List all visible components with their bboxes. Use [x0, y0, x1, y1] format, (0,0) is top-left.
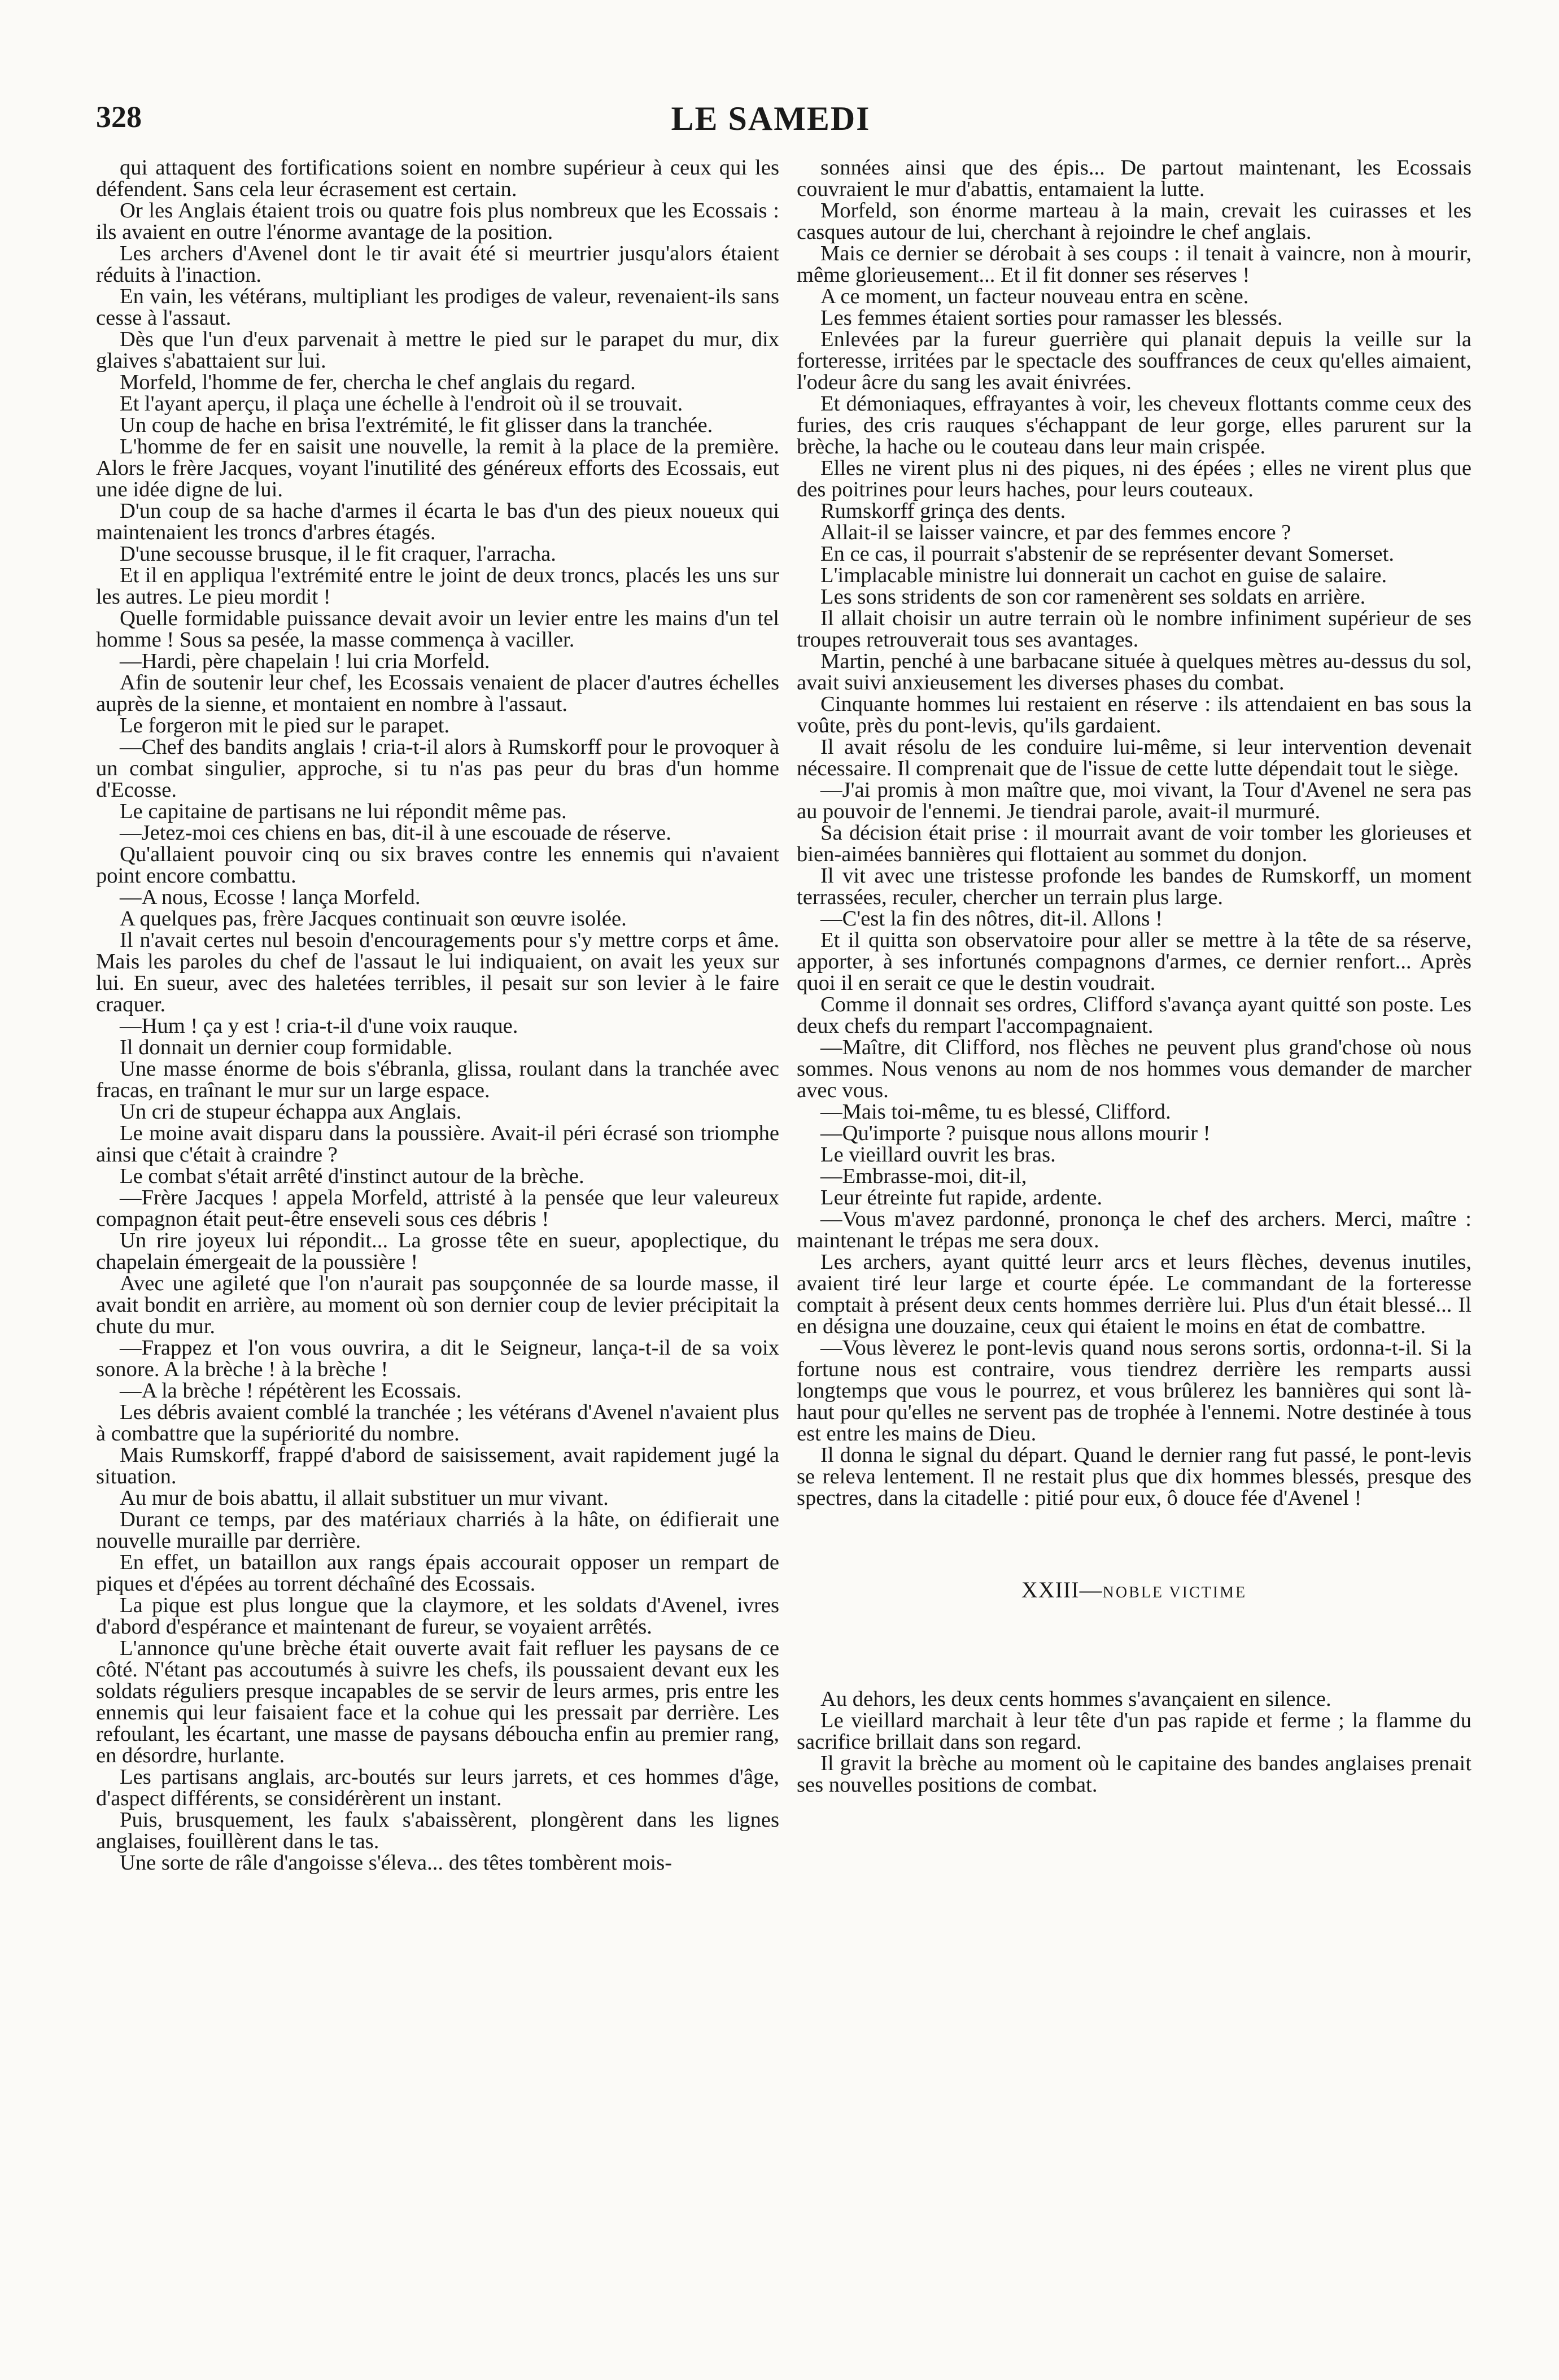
paragraph: Il avait résolu de les conduire lui-même, si leur intervention devenait nécessaire. Il comprenait que de l'issue de cette lutte dépendait tout le siège. [797, 735, 1471, 780]
chapter-number: XXIII— [1021, 1577, 1103, 1602]
paragraph: Une masse énorme de bois s'ébranla, glissa, roulant dans la tranchée avec fracas, en traînant le mur sur un large espace. [96, 1057, 779, 1102]
paragraph: Un cri de stupeur échappa aux Anglais. [120, 1100, 462, 1124]
paragraph: —J'ai promis à mon maître que, moi vivant, la Tour d'Avenel ne sera pas au pouvoir de l'ennemi. Je tiendrai parole, avait-il murmuré. [797, 778, 1471, 823]
paragraph: A quelques pas, frère Jacques continuait son œuvre isolée. [120, 907, 627, 931]
paragraph: L'annonce qu'une brèche était ouverte avait fait refluer les paysans de ce côté. N'étant pas accoutumés à suivre les chefs, ils poussaient devant eux les soldats réguliers presque incapables de se servir de leurs armes, pris entre les ennemis qui leur faisaient face et la cohue qui les pressait par derrière. Les refoulant, les écartant, une masse de paysans déboucha enfin au premier rang, en désordre, hurlante. [96, 1636, 779, 1767]
chapter-text [797, 1688, 1471, 1796]
paragraph: Et il quitta son observatoire pour aller se mettre à la tête de sa réserve, apporter, à ses infortunés compagnons d'armes, ce dernier renfort... Après quoi il en serait ce que le destin voudrait. [797, 928, 1471, 995]
paragraph: Allait-il se laisser vaincre, et par des femmes encore ? [820, 521, 1291, 544]
paragraph: En effet, un bataillon aux rangs épais accourait opposer un rempart de piques et d'épées au torrent déchaîné des Ecossais. [96, 1551, 779, 1596]
paragraph: L'implacable ministre lui donnerait un cachot en guise de salaire. [820, 564, 1387, 587]
chapter-heading [797, 1579, 1471, 1604]
page-number: 328 [96, 100, 142, 134]
paragraph: Un rire joyeux lui répondit... La grosse tête en sueur, apoplectique, du chapelain émergeait de la poussière ! [96, 1229, 779, 1274]
paragraph: —Vous lèverez le pont-levis quand nous serons sortis, ordonna-t-il. Si la fortune nous est contraire, vous tiendrez derrière les remparts aussi longtemps que vous le pourrez, et vous brûlerez les bannières qui sont là-haut pour qu'elles ne servent pas de trophée à l'ennemi. Notre destinée à tous est entre les mains de Dieu. [797, 1336, 1471, 1446]
right-column-text [797, 157, 1471, 1509]
paragraph: Leur étreinte fut rapide, ardente. [820, 1186, 1103, 1209]
paragraph: Mais ce dernier se dérobait à ses coups : il tenait à vaincre, non à mourir, même glorieusement... Et il fit donner ses réserves ! [797, 242, 1471, 287]
right-column [797, 157, 1471, 1796]
paragraph: Le moine avait disparu dans la poussière. Avait-il péri écrasé son triomphe ainsi que c'était à craindre ? [96, 1121, 779, 1167]
paragraph: Puis, brusquement, les faulx s'abaissèrent, plongèrent dans les lignes anglaises, fouillèrent dans le tas. [96, 1808, 779, 1853]
paragraph: Il donna le signal du départ. Quand le dernier rang fut passé, le pont-levis se releva lentement. Il ne restait plus que dix hommes blessés, presque des spectres, dans la citadelle : pitié pour eux, ô douce fée d'Avenel ! [797, 1443, 1471, 1510]
paragraph: Il n'avait certes nul besoin d'encouragements pour s'y mettre corps et âme. Mais les paroles du chef de l'assaut le lui indiquaient, on avait les yeux sur lui. En sueur, avec des haletées terribles, il pesait sur son levier à le faire craquer. [96, 928, 779, 1016]
paragraph: Il donnait un dernier coup formidable. [120, 1036, 453, 1059]
paragraph: —C'est la fin des nôtres, dit-il. Allons ! [820, 907, 1163, 931]
paragraph: Un coup de hache en brisa l'extrémité, le fit glisser dans la tranchée. [120, 413, 713, 437]
paragraph: Le combat s'était arrêté d'instinct autour de la brèche. [120, 1164, 584, 1188]
paragraph: Le capitaine de partisans ne lui répondit même pas. [120, 800, 567, 823]
paragraph: —Maître, dit Clifford, nos flèches ne peuvent plus grand'chose où nous sommes. Nous venons au nom de nos hommes vous demander de marcher avec vous. [797, 1036, 1471, 1102]
paragraph: En ce cas, il pourrait s'abstenir de se représenter devant Somerset. [820, 542, 1395, 566]
paragraph: Les sons stridents de son cor ramenèrent ses soldats en arrière. [820, 585, 1366, 609]
paragraph: —Frère Jacques ! appela Morfeld, attristé à la pensée que leur valeureux compagnon était peut-être enseveli sous ces débris ! [96, 1186, 779, 1231]
left-column [96, 157, 779, 1874]
paragraph: —Vous m'avez pardonné, prononça le chef des archers. Merci, maître : maintenant le trépas me sera doux. [797, 1207, 1471, 1252]
paragraph: Les partisans anglais, arc-boutés sur leurs jarrets, et ces hommes d'âge, d'aspect différents, se considérèrent un instant. [96, 1765, 779, 1810]
paragraph: Afin de soutenir leur chef, les Ecossais venaient de placer d'autres échelles auprès de la sienne, et montaient en nombre à l'assaut. [96, 671, 779, 716]
paragraph: —Jetez-moi ces chiens en bas, dit-il à une escouade de réserve. [120, 821, 671, 845]
paragraph: —Mais toi-même, tu es blessé, Clifford. [820, 1100, 1171, 1124]
paragraph: Qu'allaient pouvoir cinq ou six braves contre les ennemis qui n'avaient point encore combattu. [96, 842, 779, 888]
paragraph: Les archers, ayant quitté leurr arcs et leurs flèches, devenus inutiles, avaient tiré leur large et courte épée. Le commandant de la forteresse comptait à présent deux cents hommes derrière lui. Plus d'un était blessé... Il en désigna une douzaine, ceux qui étaient le moins en état de combattre. [797, 1250, 1471, 1338]
paragraph: D'une secousse brusque, il le fit craquer, l'arracha. [120, 542, 556, 566]
paragraph: En vain, les vétérans, multipliant les prodiges de valeur, revenaient-ils sans cesse à l'assaut. [96, 285, 779, 330]
paragraph: —A nous, Ecosse ! lança Morfeld. [120, 885, 421, 909]
paragraph: Au mur de bois abattu, il allait substituer un mur vivant. [120, 1486, 609, 1510]
paragraph: Le vieillard marchait à leur tête d'un pas rapide et ferme ; la flamme du sacrifice brillait dans son regard. [797, 1709, 1471, 1754]
paragraph: —Frappez et l'on vous ouvrira, a dit le Seigneur, lança-t-il de sa voix sonore. A la brèche ! à la brèche ! [96, 1336, 779, 1381]
chapter-title: NOBLE VICTIME [1102, 1584, 1247, 1601]
paragraph: Le forgeron mit le pied sur le parapet. [120, 714, 450, 737]
paragraph: Martin, penché à une barbacane située à quelques mètres au-dessus du sol, avait suivi anxieusement les diverses phases du combat. [797, 649, 1471, 695]
paragraph: —Qu'importe ? puisque nous allons mourir ! [820, 1121, 1211, 1145]
paragraph: D'un coup de sa hache d'armes il écarta le bas d'un des pieux noueux qui maintenaient les troncs d'arbres étagés. [96, 499, 779, 544]
paragraph: L'homme de fer en saisit une nouvelle, la remit à la place de la première. Alors le frère Jacques, voyant l'inutilité des généreux efforts des Ecossais, eut une idée digne de lui. [96, 435, 779, 501]
paragraph: —Hardi, père chapelain ! lui cria Morfeld. [120, 649, 490, 673]
running-title: LE SAMEDI [671, 100, 871, 137]
paragraph: —Embrasse-moi, dit-il, [820, 1164, 1027, 1188]
paragraph: Il gravit la brèche au moment où le capitaine des bandes anglaises prenait ses nouvelles positions de combat. [797, 1752, 1471, 1797]
paragraph: Morfeld, son énorme marteau à la main, crevait les cuirasses et les casques autour de lui, cherchant à rejoindre le chef anglais. [797, 199, 1471, 244]
paragraph: Dès que l'un d'eux parvenait à mettre le pied sur le parapet du mur, dix glaives s'abattaient sur lui. [96, 327, 779, 373]
paragraph: Et démoniaques, effrayantes à voir, les cheveux flottants comme ceux des furies, des cris rauques s'échappant de leur gorge, elles parurent sur la brèche, la hache ou le couteau dans leur main crispée. [797, 392, 1471, 458]
paragraph: Une sorte de râle d'angoisse s'éleva... des têtes tombèrent mois- [120, 1851, 672, 1875]
paragraph: Quelle formidable puissance devait avoir un levier entre les mains d'un tel homme ! Sous sa pesée, la masse commença à vaciller. [96, 606, 779, 652]
paragraph: Cinquante hommes lui restaient en réserve : ils attendaient en bas sous la voûte, près du pont-levis, qu'ils gardaient. [797, 692, 1471, 737]
paragraph: Au dehors, les deux cents hommes s'avançaient en silence. [820, 1687, 1331, 1711]
paragraph: Comme il donnait ses ordres, Clifford s'avança ayant quitté son poste. Les deux chefs du rempart l'accompagnaient. [797, 993, 1471, 1038]
paragraph: qui attaquent des fortifications soient en nombre supérieur à ceux qui les défendent. Sans cela leur écrasement est certain. [96, 156, 779, 201]
paragraph: Avec une agileté que l'on n'aurait pas soupçonnée de sa lourde masse, il avait bondit en arrière, au moment où son dernier coup de levier précipitait la chute du mur. [96, 1272, 779, 1338]
page-header [96, 99, 1446, 145]
paragraph: Les femmes étaient sorties pour ramasser les blessés. [820, 306, 1283, 330]
paragraph: Morfeld, l'homme de fer, chercha le chef anglais du regard. [120, 370, 636, 394]
paragraph: Il allait choisir un autre terrain où le nombre infiniment supérieur de ses troupes retrouverait tous ses avantages. [797, 606, 1471, 652]
paragraph: —A la brèche ! répétèrent les Ecossais. [120, 1379, 462, 1403]
paragraph: Enlevées par la fureur guerrière qui planait depuis la veille sur la forteresse, irritées par le spectacle des souffrances de ceux qu'elles aimaient, l'odeur âcre du sang les avait énivrées. [797, 327, 1471, 394]
paragraph: Rumskorff grinça des dents. [820, 499, 1066, 523]
paragraph: Elles ne virent plus ni des piques, ni des épées ; elles ne virent plus que des poitrines pour leurs haches, pour leurs couteaux. [797, 456, 1471, 501]
paragraph: —Hum ! ça y est ! cria-t-il d'une voix rauque. [120, 1014, 518, 1038]
paragraph: sonnées ainsi que des épis... De partout maintenant, les Ecossais couvraient le mur d'abattis, entamaient la lutte. [797, 156, 1471, 201]
paragraph: Les archers d'Avenel dont le tir avait été si meurtrier jusqu'alors étaient réduits à l'inaction. [96, 242, 779, 287]
paragraph: La pique est plus longue que la claymore, et les soldats d'Avenel, ivres d'abord d'espérance et maintenant de fureur, se voyaient arrêtés. [96, 1593, 779, 1639]
paragraph: A ce moment, un facteur nouveau entra en scène. [820, 285, 1249, 308]
paragraph: —Chef des bandits anglais ! cria-t-il alors à Rumskorff pour le provoquer à un combat singulier, approche, si tu n'as pas peur du bras d'un homme d'Ecosse. [96, 735, 779, 802]
paragraph: Il vit avec une tristesse profonde les bandes de Rumskorff, un moment terrassées, reculer, chercher un terrain plus large. [797, 864, 1471, 909]
paragraph: Et il en appliqua l'extrémité entre le joint de deux troncs, placés les uns sur les autres. Le pieu mordit ! [96, 564, 779, 609]
paragraph: Durant ce temps, par des matériaux charriés à la hâte, on édifierait une nouvelle muraille par derrière. [96, 1508, 779, 1553]
paragraph: Le vieillard ouvrit les bras. [820, 1143, 1056, 1167]
paragraph: Mais Rumskorff, frappé d'abord de saisissement, avait rapidement jugé la situation. [96, 1443, 779, 1488]
paragraph: Les débris avaient comblé la tranchée ; les vétérans d'Avenel n'avaient plus à combattre que la supériorité du nombre. [96, 1400, 779, 1446]
paragraph: Sa décision était prise : il mourrait avant de voir tomber les glorieuses et bien-aimées bannières qui flottaient au sommet du donjon. [797, 821, 1471, 866]
paragraph: Et l'ayant aperçu, il plaça une échelle à l'endroit où il se trouvait. [120, 392, 683, 416]
paragraph: Or les Anglais étaient trois ou quatre fois plus nombreux que les Ecossais : ils avaient en outre l'énorme avantage de la position. [96, 199, 779, 244]
